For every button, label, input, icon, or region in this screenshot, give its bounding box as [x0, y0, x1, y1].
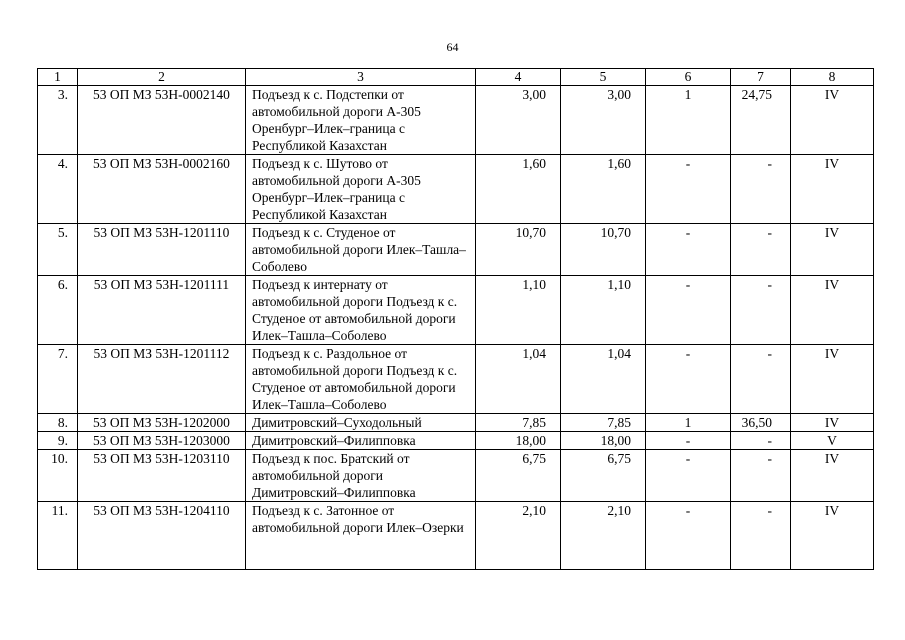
column-5-value: 2,10 — [561, 502, 646, 570]
road-id-code: 53 ОП МЗ 53Н-1201111 — [78, 276, 246, 345]
column-header: 5 — [561, 69, 646, 86]
column-number-row — [38, 69, 874, 86]
column-4-value: 10,70 — [476, 224, 561, 276]
column-5-value: 3,00 — [561, 86, 646, 155]
road-id-code: 53 ОП МЗ 53Н-0002140 — [78, 86, 246, 155]
row-number: 3. — [38, 86, 78, 155]
column-7-value: - — [731, 450, 791, 502]
column-8-value: IV — [791, 345, 874, 414]
row-number: 7. — [38, 345, 78, 414]
table-row — [38, 502, 874, 570]
road-name: Подъезд к с. Студеное от автомобильной дороги Илек–Ташла–Соболево — [246, 224, 476, 276]
column-5-value: 1,60 — [561, 155, 646, 224]
road-name: Подъезд к с. Подстепки от автомобильной дороги А-305 Оренбург–Илек–граница с Республикой Казахстан — [246, 86, 476, 155]
table-row — [38, 345, 874, 414]
column-header: 1 — [38, 69, 78, 86]
column-8-value: V — [791, 432, 874, 450]
page-number: 64 — [446, 40, 459, 54]
column-5-value: 1,10 — [561, 276, 646, 345]
column-8-value: IV — [791, 86, 874, 155]
road-id-code: 53 ОП МЗ 53Н-1202000 — [78, 414, 246, 432]
column-4-value: 18,00 — [476, 432, 561, 450]
table-row — [38, 224, 874, 276]
column-5-value: 18,00 — [561, 432, 646, 450]
column-header: 6 — [646, 69, 731, 86]
column-8-value: IV — [791, 450, 874, 502]
road-name: Подъезд к интернату от автомобильной дороги Подъезд к с. Студеное от автомобильной дороги Илек–Ташла–Соболево — [246, 276, 476, 345]
column-8-value: IV — [791, 155, 874, 224]
road-name: Подъезд к пос. Братский от автомобильной дороги Димитровский–Филипповка — [246, 450, 476, 502]
road-name: Подъезд к с. Затонное от автомобильной дороги Илек–Озерки — [246, 502, 476, 570]
column-6-value: - — [646, 502, 731, 570]
column-4-value: 2,10 — [476, 502, 561, 570]
table-row — [38, 450, 874, 502]
column-6-value: 1 — [646, 414, 731, 432]
column-7-value: - — [731, 432, 791, 450]
table-row — [38, 86, 874, 155]
column-header: 7 — [731, 69, 791, 86]
table-row — [38, 276, 874, 345]
column-7-value: - — [731, 276, 791, 345]
road-name: Димитровский–Суходольный — [246, 414, 476, 432]
column-6-value: - — [646, 224, 731, 276]
road-id-code: 53 ОП МЗ 53Н-1204110 — [78, 502, 246, 570]
row-number: 6. — [38, 276, 78, 345]
column-6-value: - — [646, 155, 731, 224]
column-8-value: IV — [791, 276, 874, 345]
column-5-value: 1,04 — [561, 345, 646, 414]
column-4-value: 1,10 — [476, 276, 561, 345]
row-number: 5. — [38, 224, 78, 276]
column-8-value: IV — [791, 224, 874, 276]
row-number: 11. — [38, 502, 78, 570]
row-number: 8. — [38, 414, 78, 432]
table-row — [38, 155, 874, 224]
road-id-code: 53 ОП МЗ 53Н-1201112 — [78, 345, 246, 414]
column-header: 8 — [791, 69, 874, 86]
row-number: 10. — [38, 450, 78, 502]
road-id-code: 53 ОП МЗ 53Н-1203110 — [78, 450, 246, 502]
column-5-value: 6,75 — [561, 450, 646, 502]
column-5-value: 10,70 — [561, 224, 646, 276]
column-6-value: - — [646, 345, 731, 414]
column-4-value: 3,00 — [476, 86, 561, 155]
road-id-code: 53 ОП МЗ 53Н-1203000 — [78, 432, 246, 450]
column-7-value: - — [731, 224, 791, 276]
column-6-value: 1 — [646, 86, 731, 155]
column-7-value: - — [731, 155, 791, 224]
column-5-value: 7,85 — [561, 414, 646, 432]
column-7-value: - — [731, 502, 791, 570]
road-id-code: 53 ОП МЗ 53Н-1201110 — [78, 224, 246, 276]
road-id-code: 53 ОП МЗ 53Н-0002160 — [78, 155, 246, 224]
column-header: 2 — [78, 69, 246, 86]
table-row — [38, 432, 874, 450]
road-name: Димитровский–Филипповка — [246, 432, 476, 450]
column-8-value: IV — [791, 502, 874, 570]
column-7-value: 36,50 — [731, 414, 791, 432]
column-6-value: - — [646, 276, 731, 345]
column-header: 4 — [476, 69, 561, 86]
column-6-value: - — [646, 450, 731, 502]
column-4-value: 6,75 — [476, 450, 561, 502]
column-7-value: 24,75 — [731, 86, 791, 155]
row-number: 4. — [38, 155, 78, 224]
column-7-value: - — [731, 345, 791, 414]
table-row — [38, 414, 874, 432]
row-number: 9. — [38, 432, 78, 450]
column-4-value: 1,60 — [476, 155, 561, 224]
column-6-value: - — [646, 432, 731, 450]
column-header: 3 — [246, 69, 476, 86]
road-register-table — [37, 68, 874, 570]
road-name: Подъезд к с. Шутово от автомобильной дороги А-305 Оренбург–Илек–граница с Республикой Казахстан — [246, 155, 476, 224]
column-8-value: IV — [791, 414, 874, 432]
road-name: Подъезд к с. Раздольное от автомобильной дороги Подъезд к с. Студеное от автомобильной дороги Илек–Ташла–Соболево — [246, 345, 476, 414]
column-4-value: 7,85 — [476, 414, 561, 432]
column-4-value: 1,04 — [476, 345, 561, 414]
